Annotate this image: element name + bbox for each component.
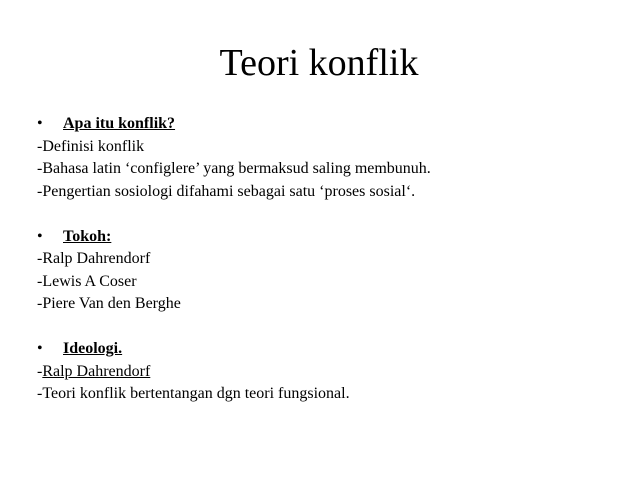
spacer — [37, 316, 627, 339]
text-line: -Ralp Dahrendorf — [37, 250, 151, 267]
text-line: -Definisi konflik — [37, 137, 145, 155]
bullet-icon: • — [37, 115, 43, 132]
section-heading-apa-itu-konflik — [37, 113, 627, 136]
text-line: -Bahasa latin ‘configlere’ yang bermaksud saling membunuh. — [37, 160, 431, 177]
heading-text: Tokoh: — [63, 227, 112, 245]
section-heading-ideologi — [37, 338, 627, 361]
bullet-icon: • — [37, 340, 43, 357]
slide-title: Teori konflik — [219, 42, 419, 84]
bullet-icon: • — [37, 227, 43, 245]
heading-text: Apa itu konflik? — [63, 115, 176, 132]
text-line: -Piere Van den Berghe — [37, 295, 181, 312]
heading-text: Ideologi. — [63, 340, 123, 357]
text-line: -Pengertian sosiologi difahami sebagai satu ‘proses sosial‘. — [37, 182, 416, 200]
underlined-name: Ralp Dahrendorf — [42, 362, 151, 380]
text-line-ralp-dahrendorf — [37, 361, 627, 384]
text-line: -Teori konflik bertentangan dgn teori fungsional. — [37, 385, 350, 402]
text-line: -Lewis A Coser — [37, 272, 137, 290]
section-heading-tokoh — [37, 226, 627, 249]
slide-content — [37, 113, 627, 406]
spacer — [37, 203, 627, 226]
dash: - — [37, 362, 43, 380]
